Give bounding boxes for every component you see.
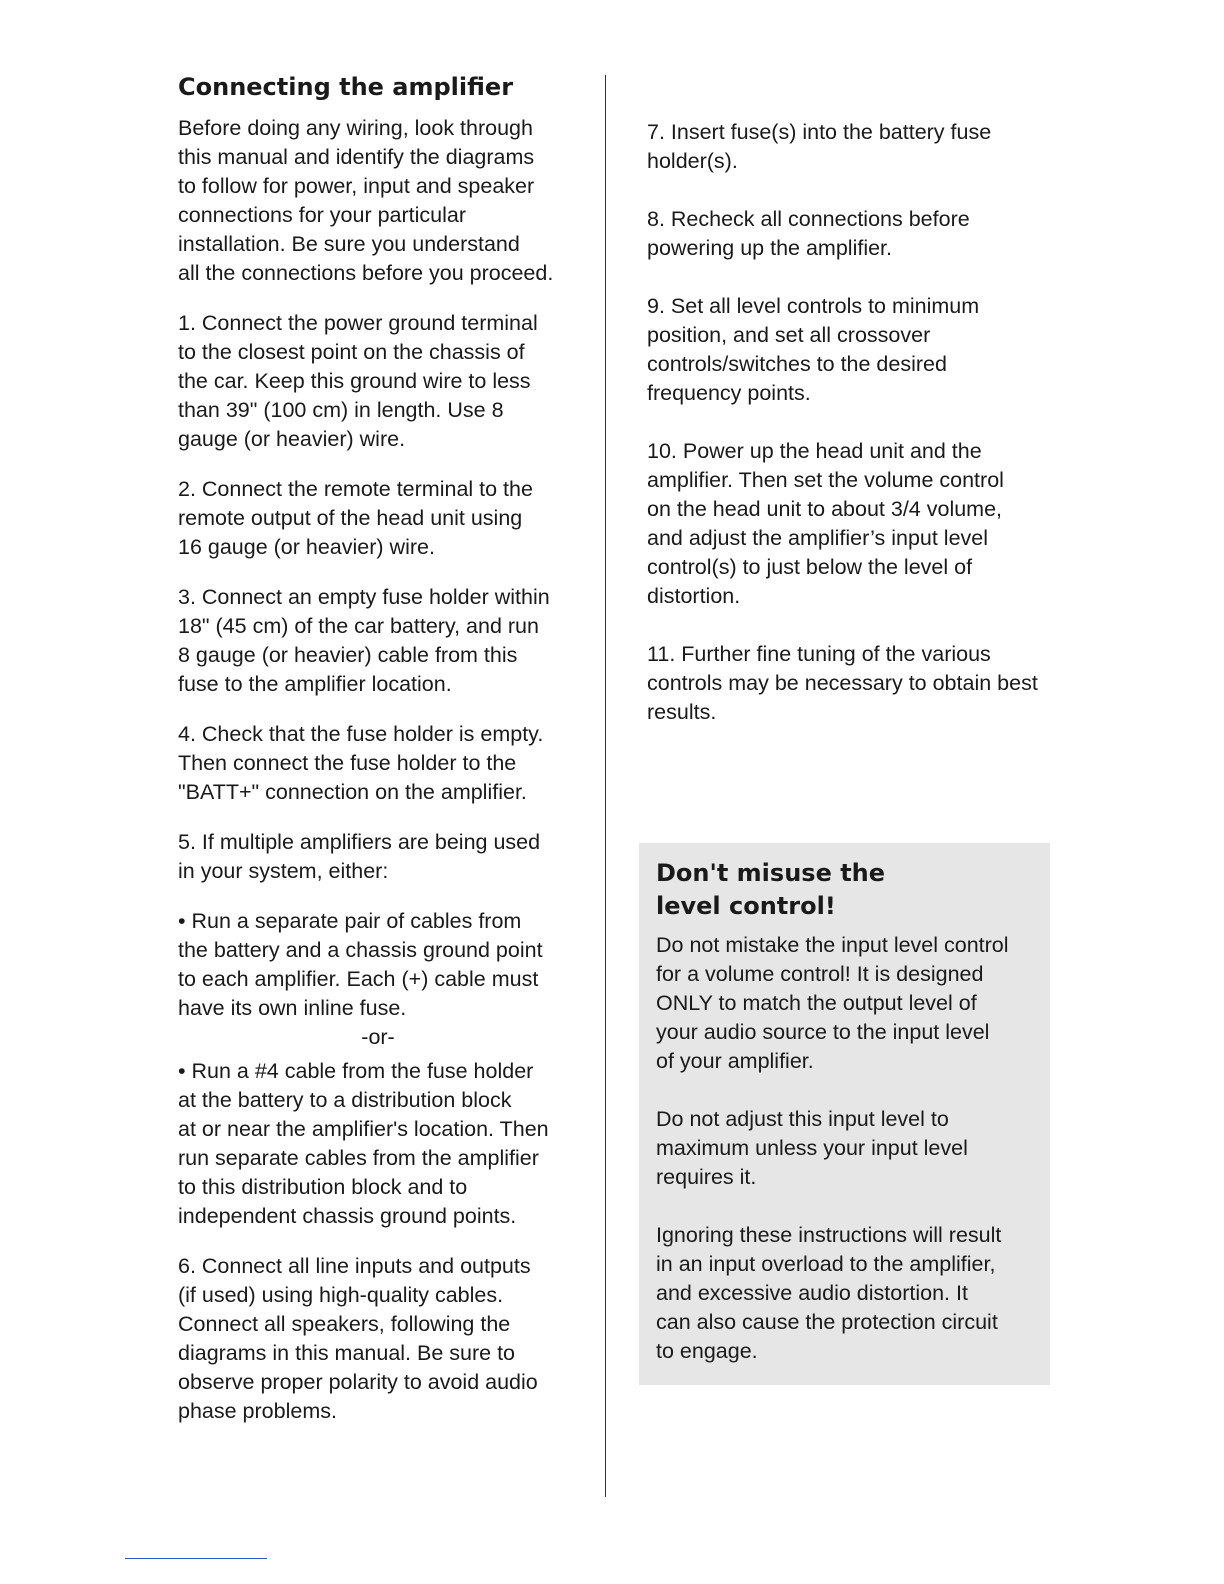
step-7: 7. Insert fuse(s) into the battery fuse holder(s).	[647, 120, 992, 173]
callout-paragraph-2: Do not adjust this input level to maximum unless your input level requires it.	[656, 1107, 968, 1189]
intro-paragraph: Before doing any wiring, look through this manual and identify the diagrams to follow for power, input and speaker connections for your particular installation. Be sure you understand all the connections before you proceed.	[178, 116, 554, 285]
step-2: 2. Connect the remote terminal to the remote output of the head unit using 16 gauge (or heavier) wire.	[178, 477, 533, 559]
step-6: 6. Connect all line inputs and outputs (if used) using high-quality cables. Connect all speakers, following the diagrams in this manual. Be sure to observe proper polarity to avoid audio phase problems.	[178, 1254, 538, 1423]
or-separator: -or-	[361, 1025, 395, 1049]
step-4: 4. Check that the fuse holder is empty. Then connect the fuse holder to the "BATT+" connection on the amplifier.	[178, 722, 544, 804]
step-5-bullet-2: • Run a #4 cable from the fuse holder at the battery to a distribution block at or near the amplifier's location. Then run separate cables from the amplifier to this distribution block and to independent chassis ground points.	[178, 1059, 549, 1228]
warning-callout-box	[639, 843, 1050, 1385]
step-10: 10. Power up the head unit and the amplifier. Then set the volume control on the head unit to about 3/4 volume, and adjust the amplifier’s input level control(s) to just below the level of distortion.	[647, 439, 1004, 608]
step-11: 11. Further fine tuning of the various controls may be necessary to obtain best results.	[647, 642, 1038, 724]
step-5-bullet-1: • Run a separate pair of cables from the battery and a chassis ground point to each amplifier. Each (+) cable must have its own inline fuse.	[178, 909, 543, 1020]
step-8: 8. Recheck all connections before powering up the amplifier.	[647, 207, 970, 260]
callout-paragraph-3: Ignoring these instructions will result in an input overload to the amplifier, and excessive audio distortion. It can also cause the protection circuit to engage.	[656, 1223, 1002, 1363]
section-title: Connecting the amplifier	[178, 73, 514, 101]
right-column	[647, 118, 1067, 756]
footer-rule	[125, 1558, 267, 1559]
left-column	[178, 70, 578, 1447]
step-5: 5. If multiple amplifiers are being used in your system, either:	[178, 830, 541, 883]
callout-title-line-1: Don't misuse the	[656, 859, 886, 887]
step-9: 9. Set all level controls to minimum position, and set all crossover controls/switches to the desired frequency points.	[647, 294, 980, 405]
callout-title-line-2: level control!	[656, 892, 836, 920]
column-divider	[605, 75, 606, 1497]
step-3: 3. Connect an empty fuse holder within 18" (45 cm) of the car battery, and run 8 gauge (or heavier) cable from this fuse to the amplifier location.	[178, 585, 550, 696]
callout-title	[656, 857, 1034, 923]
callout-paragraph-1: Do not mistake the input level control for a volume control! It is designed ONLY to match the output level of your audio source to the input level of your amplifier.	[656, 933, 1009, 1073]
step-1: 1. Connect the power ground terminal to the closest point on the chassis of the car. Keep this ground wire to less than 39" (100 cm) in length. Use 8 gauge (or heavier) wire.	[178, 311, 538, 451]
